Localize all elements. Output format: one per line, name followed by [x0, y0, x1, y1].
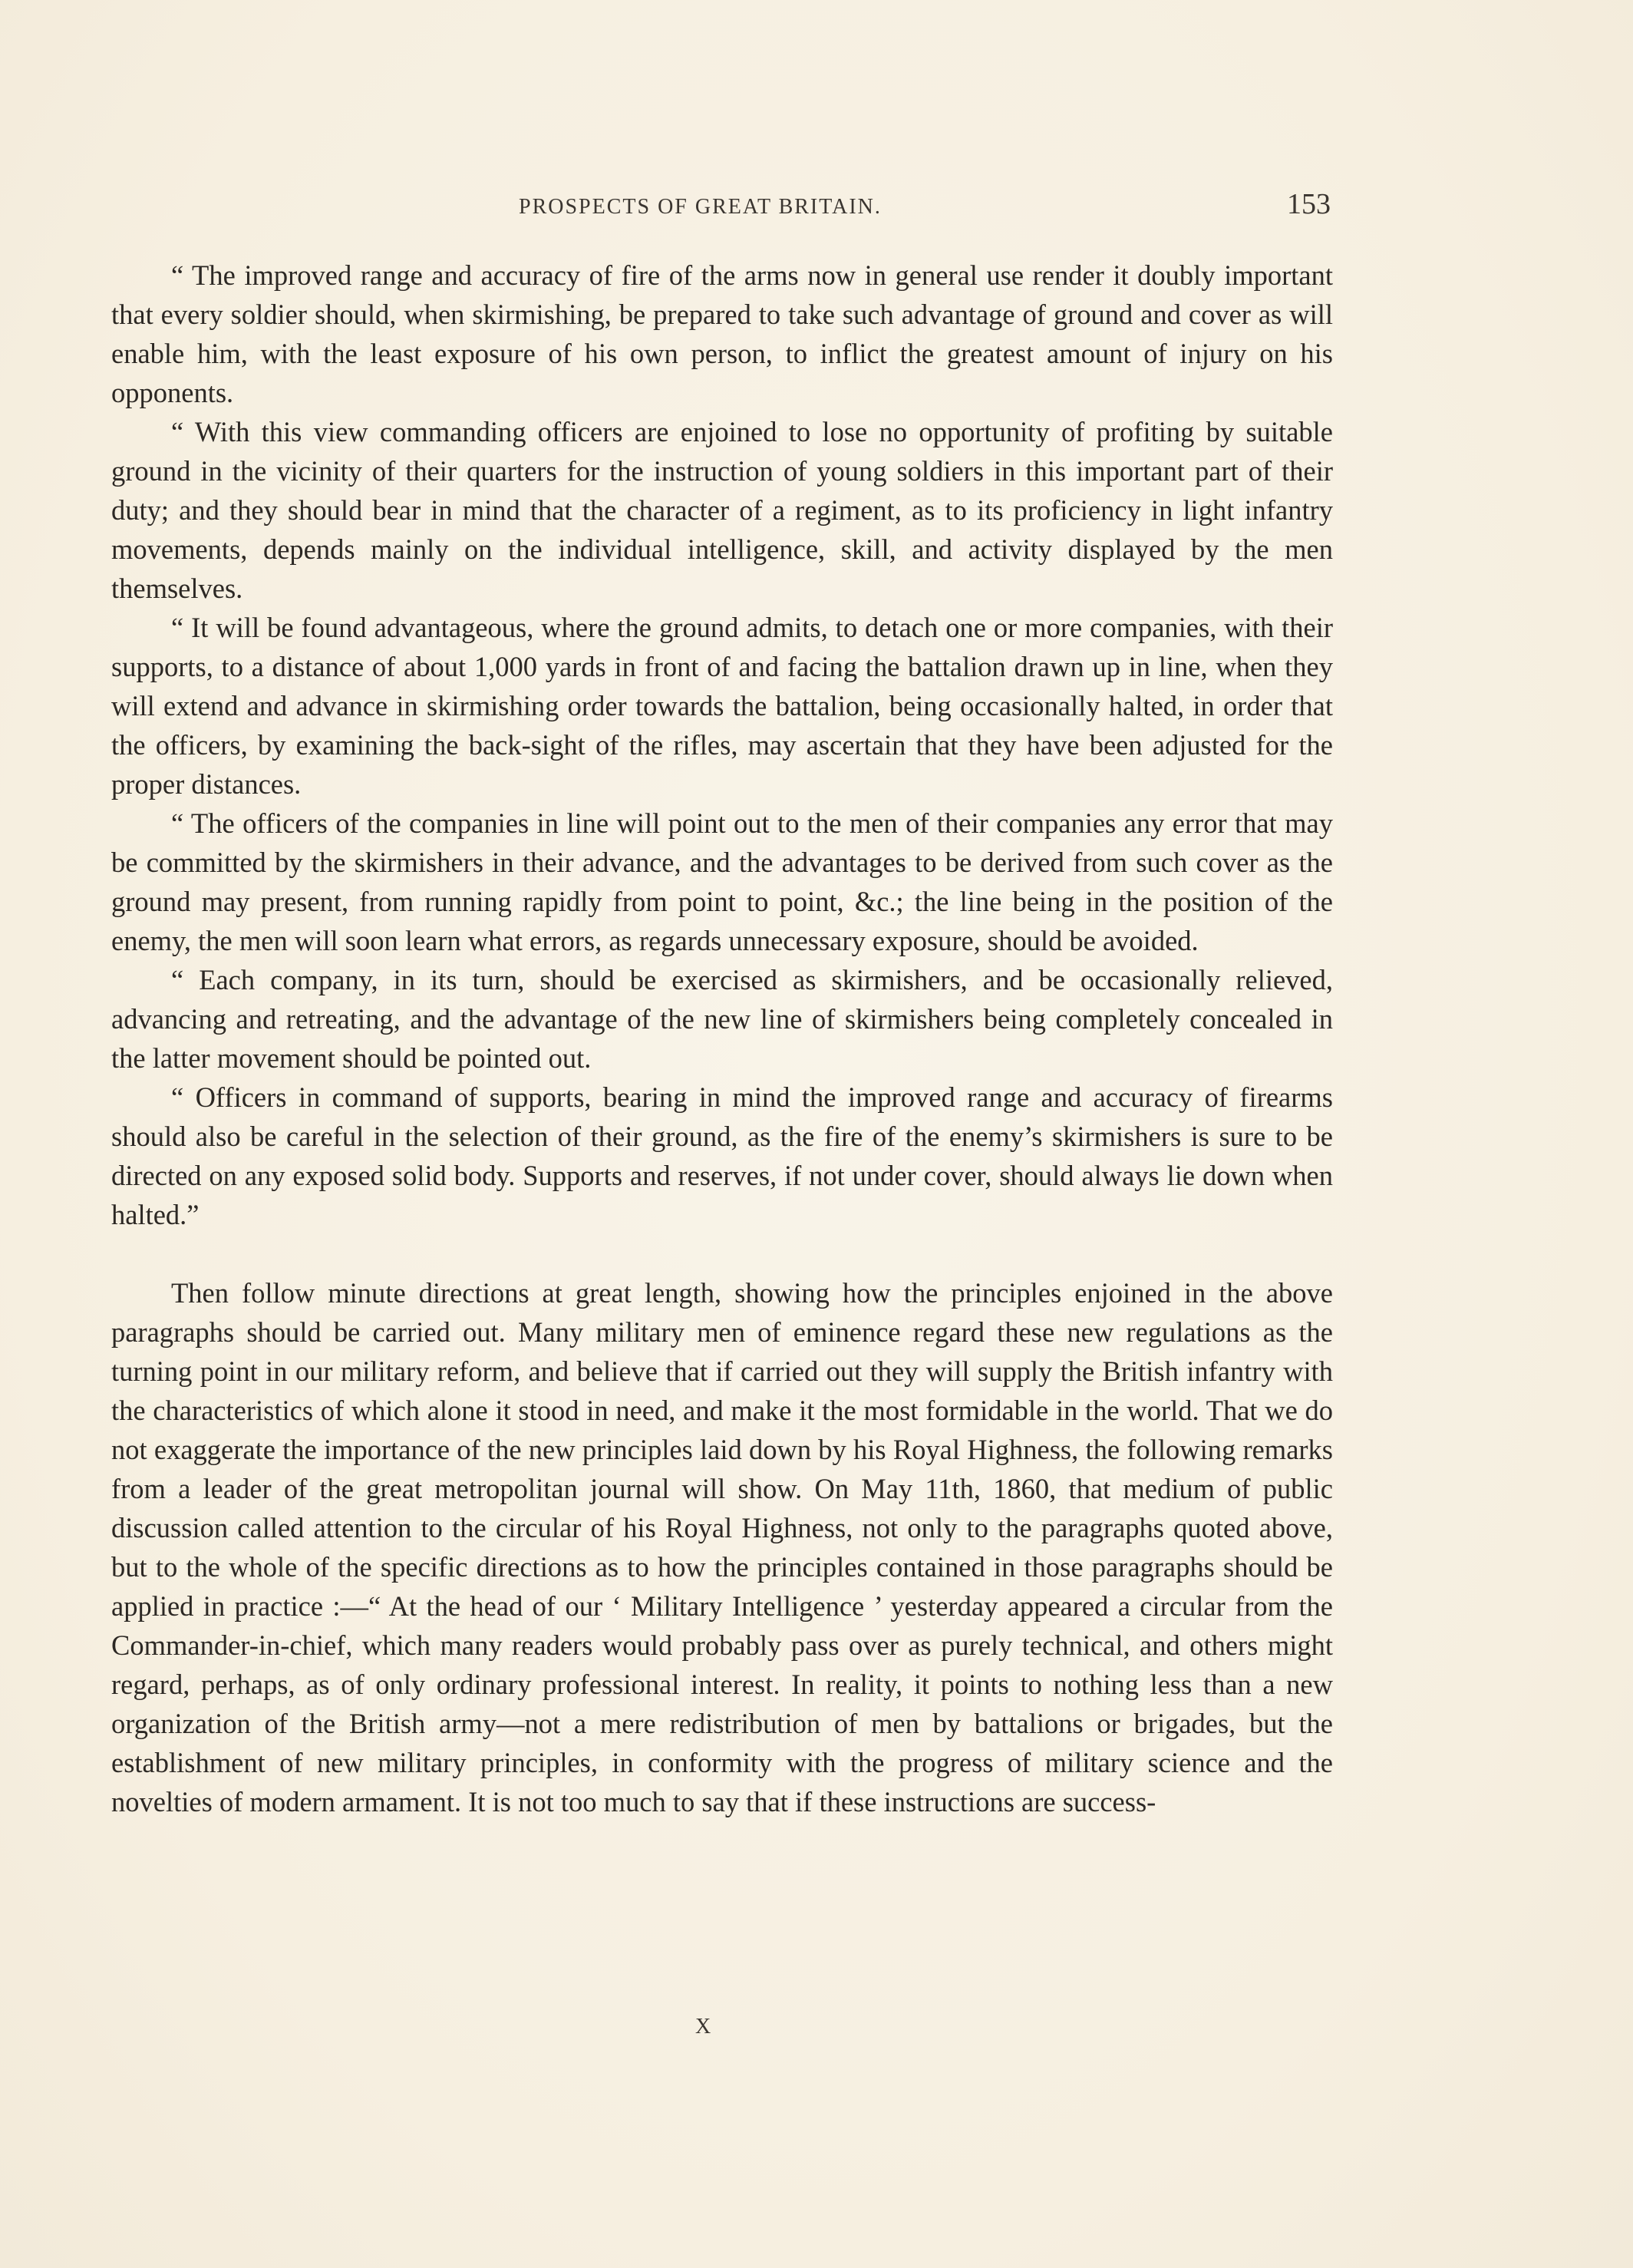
running-head: PROSPECTS OF GREAT BRITAIN. [519, 195, 882, 219]
quoted-paragraph: “ The improved range and accuracy of fire of the arms now in general use render it doubly important that every soldier should, when skirmishing, be prepared to take such advantage of ground and cover as will enable him, with the least exposure of his own person, to inflict the greatest amount of injury on his opponents. [111, 259, 1333, 408]
quoted-paragraph: “ Each company, in its turn, should be exercised as skirmishers, and be occasionally relieved, advancing and retreating, and the advantage of the new line of skirmishers being completely concealed in the latter movement should be pointed out. [111, 964, 1333, 1074]
signature-mark: X [695, 2015, 712, 2039]
quoted-paragraph: “ The officers of the companies in line will point out to the men of their companies any error that may be committed by the skirmishers in their advance, and the advantages to be derived from such cover as the ground may present, from running rapidly from point to point, &c.; the line being in the position of the enemy, the men will soon learn what errors, as regards unnecessary exposure, should be avoided. [111, 807, 1333, 956]
page-number: 153 [1287, 188, 1331, 220]
quoted-paragraph: “ Officers in command of supports, bearing in mind the improved range and accuracy of firearms should also be careful in the selection of their ground, as the fire of the enemy’s skirmishers is sure to be directed on any exposed solid body. Supports and reserves, if not under cover, should always lie down when halted.” [111, 1081, 1333, 1230]
body-paragraph: Then follow minute directions at great length, showing how the principles enjoined in the above paragraphs should be carried out. Many military men of eminence regard these new regulations as the turning point in our military reform, and believe that if carried out they will supply the British infantry with the characteristics of which alone it stood in need, and make it the most formidable in the world. That we do not exaggerate the importance of the new principles laid down by his Royal Highness, the following remarks from a leader of the great metropolitan journal will show. On May 11th, 1860, that medium of public discussion called attention to the circular of his Royal Highness, not only to the paragraphs quoted above, but to the whole of the specific directions as to how the principles contained in those paragraphs should be applied in practice :—“ At the head of our ‘ Military Intelligence ’ yesterday appeared a circular from the Commander-in-chief, which many readers would probably pass over as purely technical, and others might regard, perhaps, as of only ordinary professional interest. In reality, it points to nothing less than a new organization of the British army—not a mere redistribution of men by battalions or brigades, but the establishment of new military principles, in conformity with the progress of military science and the novelties of modern armament. It is not too much to say that if these instructions are success- [111, 1277, 1333, 1817]
quoted-paragraph: “ It will be found advantageous, where the ground admits, to detach one or more companies, with their supports, to a distance of about 1,000 yards in front of and facing the battalion drawn up in line, when they will extend and advance in skirmishing order towards the battalion, being occasionally halted, in order that the officers, by examining the back-sight of the rifles, may ascertain that they have been adjusted for the proper distances. [111, 612, 1333, 800]
main-text [111, 256, 1333, 1821]
quoted-paragraph: “ With this view commanding officers are enjoined to lose no opportunity of profiting by suitable ground in the vicinity of their quarters for the instruction of young soldiers in this important part of their duty; and they should bear in mind that the character of a regiment, as to its proficiency in light infantry movements, depends mainly on the individual intelligence, skill, and activity displayed by the men themselves. [111, 416, 1333, 604]
